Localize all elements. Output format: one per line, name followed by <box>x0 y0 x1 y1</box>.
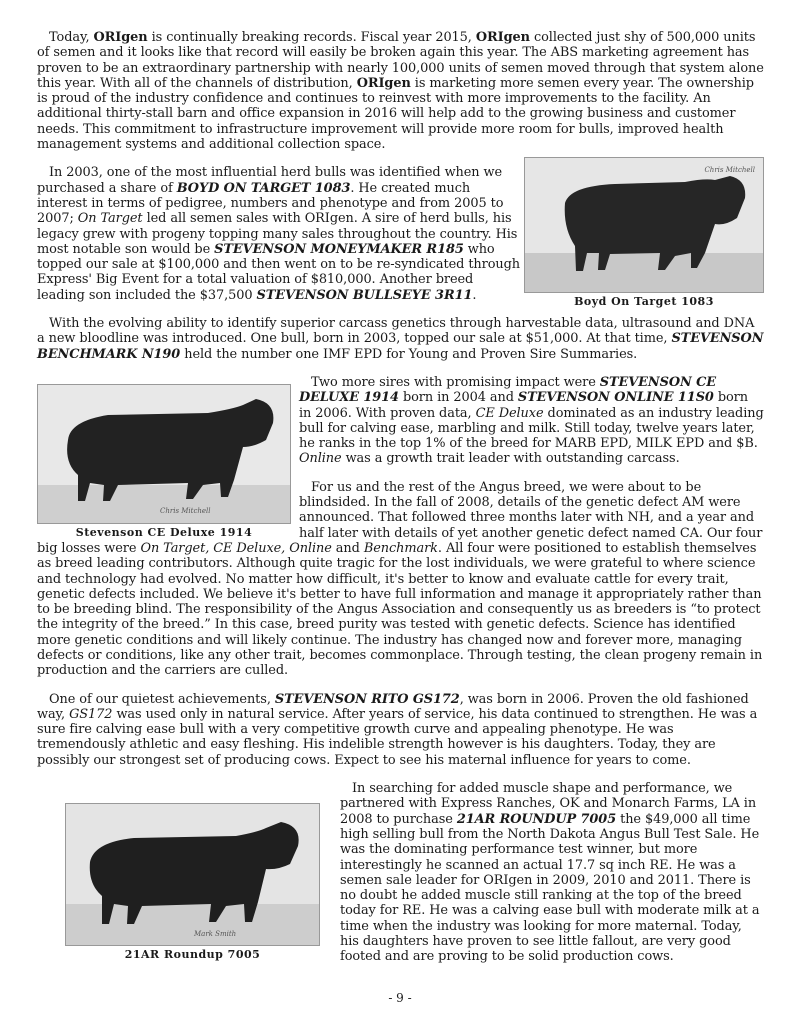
page-number: - 9 - <box>388 991 412 1005</box>
text: was used only in natural service. After years of service, his data continued to strengthen. He was a sure fire calving ease bull with a very competitive growth curve and appealing phenotype. He was tremendously athletic and easy fleshing. His indelible strength however is his daughters. Today, they are possibly our strongest set of producing cows. Expect to see his maternal influence for years to come. <box>37 706 758 768</box>
text: In searching for added muscle shape and performance, we partnered with Express Ranches, OK and Monarch Farms, LA in 2008 to purchase <box>340 781 757 827</box>
text: One of our quietest achievements, <box>49 691 275 707</box>
paragraph <box>37 30 764 152</box>
article-body <box>37 30 764 965</box>
photographer-signature: Chris Mitchell <box>704 166 755 174</box>
figure-caption: 21AR Roundup 7005 <box>124 948 261 961</box>
bull-name: STEVENSON RITO GS172 <box>274 691 460 707</box>
bull-name: STEVENSON BULLSEYE 3R11 <box>256 287 473 303</box>
text: . He created much interest in terms of pedigree, numbers and phenotype and from 2005 to 2007; <box>37 180 504 227</box>
text: , was born in 2006. Proven the old fashioned way, <box>37 691 749 722</box>
bull-name: STEVENSON MONEYMAKER R185 <box>214 241 464 257</box>
paragraph <box>299 375 764 467</box>
text: born in 2004 and <box>398 390 518 406</box>
text: who topped our sale at $100,000 and then went on to be re-syndicated through Express' Big Event for a total valuation of $810,000. Another breed leading son included the $37,500 <box>37 241 521 303</box>
bull-short-name: Benchmark <box>363 540 438 556</box>
text: With the evolving ability to identify superior carcass genetics through harvestable data, ultrasound and DNA a new bloodline was introduced. One bull, born in 2003, topped our sale at $51,000. At that time, <box>37 316 755 347</box>
text: led all semen sales with ORIgen. A sire of herd bulls, his legacy grew with progeny topping many sales throughout the country. His most notable son would be <box>37 211 518 257</box>
text: the $49,000 all time high selling bull from the North Dakota Angus Bull Test Sale. He was the dominating performance test winner, but more interestingly he scanned an actual 17.7 sq inch RE. He was a semen sale leader for ORIgen in 2009, 2010 and 2011. There is no doubt he added muscle still ranking at the top of the breed today for RE. He was a calving ease bull with moderate milk at a time when the industry was looking for more maternal. Today, his daughters have proven to see little fallout, are very good footed and are proving to be solid production cows. <box>340 811 760 965</box>
paragraph <box>37 165 524 303</box>
text: Today, <box>49 30 94 45</box>
bull-short-name: On Target <box>77 211 143 227</box>
bull-name: 21AR ROUNDUP 7005 <box>456 811 617 827</box>
bull-short-name: Online <box>299 451 342 467</box>
photographer-signature: Chris Mitchell <box>160 507 211 515</box>
bull-name: STEVENSON CE DELUXE 1914 <box>299 374 717 406</box>
text: For us and the rest of the Angus breed, we were about to be blindsided. In the fall of 2008, details of the genetic defect AM were announced. That followed three months later with NH, and a year and half later with details of yet another genetic defect named CA. Our four big losses were <box>37 479 763 556</box>
figure-caption: Boyd On Target 1083 <box>574 295 714 308</box>
paragraph <box>340 781 764 965</box>
text: In 2003, one of the most influential herd bulls was identified when we purchased a share of <box>37 165 503 196</box>
text: and <box>331 540 364 556</box>
paragraph <box>37 692 764 768</box>
paragraph <box>37 316 764 362</box>
text: held the number one IMF EPD for Young and Proven Sire Summaries. <box>180 346 638 362</box>
bull-short-name: On Target, CE Deluxe, Online <box>140 540 332 556</box>
bull-short-name: GS172 <box>69 706 113 722</box>
text: is marketing more semen every year. The ownership is proud of the industry confidence and continues to reinvest with more improvements to the facility. An additional thirty-stall barn and office expansion in 2016 will help add to the growing business and customer needs. This commitment to infrastructure improvement will provide more room for bulls, improved health management systems and additional collection space. <box>37 75 754 153</box>
text: . <box>472 287 477 303</box>
text: was a growth trait leader with outstanding carcass. <box>341 451 680 467</box>
bull-name: STEVENSON ONLINE 11S0 <box>517 390 714 406</box>
brand-name: ORIgen <box>356 75 411 91</box>
text: born in 2006. With proven data, <box>299 390 748 421</box>
brand-name: ORIgen <box>475 30 530 45</box>
text: . All four were positioned to establish themselves as breed leading contributors. Although quite tragic for the lost individuals, we were grateful to where science and technology had evolved. No matter how difficult, it's better to know and evaluate cattle for every trait, genetic defects included. We believe it's better to have full information and manage it appropriately rather than to be breeding blind. The responsibility of the Angus Association and consequently us as breeders is “to protect the integrity of the breed.” In this case, breed purity was tested with genetic defects. Science has identified more genetic conditions and will likely continue. The industry has changed now and forever more, managing defects or conditions, like any other trait, becomes commonplace. Through testing, the clean progeny remain in production and the carriers are culled. <box>37 540 763 679</box>
text: Two more sires with promising impact were <box>311 374 600 390</box>
photographer-signature: Mark Smith <box>194 930 237 938</box>
bull-name: STEVENSON BENCHMARK N190 <box>37 331 764 362</box>
text: is continually breaking records. Fiscal year 2015, <box>147 30 476 45</box>
brand-name: ORIgen <box>93 30 148 45</box>
figure-caption: Stevenson CE Deluxe 1914 <box>75 526 253 539</box>
bull-name: BOYD ON TARGET 1083 <box>176 180 351 196</box>
text: collected just shy of 500,000 units of semen and it looks like that record will easily be broken again this year. The ABS marketing agreement has proven to be an extraordinary partnership with nearly 100,000 units of semen moved through that system alone this year. With all of the channels of distribution, <box>37 30 764 91</box>
bull-short-name: CE Deluxe <box>475 405 544 421</box>
text: dominated as an industry leading bull for calving ease, marbling and milk. Still today, twelve years later, he ranks in the top 1% of the breed for MARB EPD, MILK EPD and $B. <box>299 405 764 452</box>
